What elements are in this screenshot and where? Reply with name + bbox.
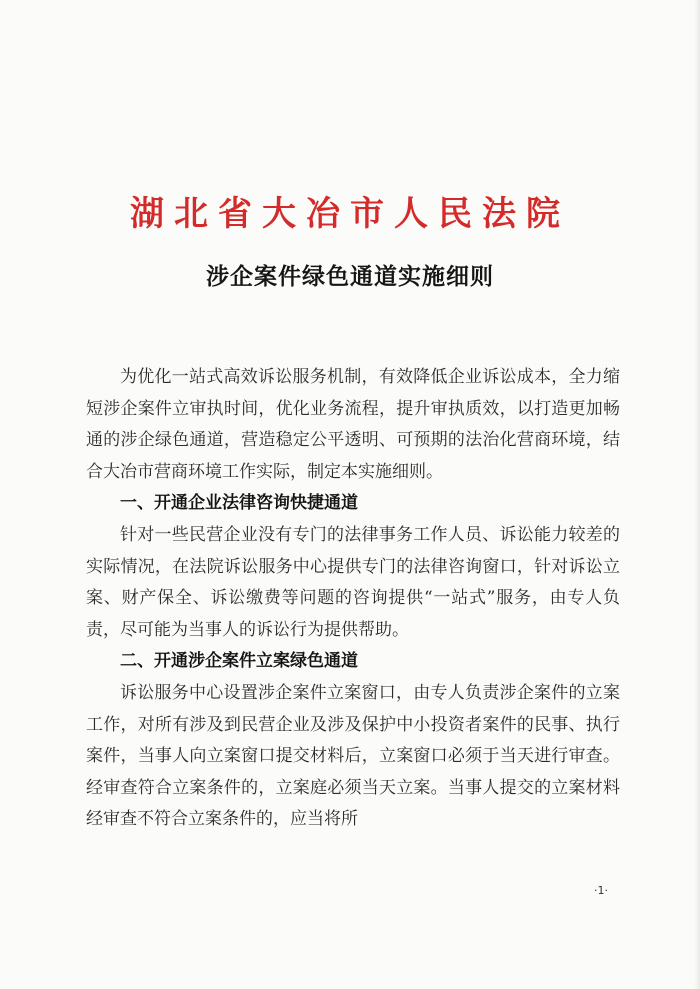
section-paragraph-1: 针对一些民营企业没有专门的法律事务工作人员、诉讼能力较差的实际情况，在法院诉讼服务中心提供专门的法律咨询窗口，针对诉讼立案、财产保全、诉讼缴费等问题的咨询提供“一站式”服务，由专人负责，尽可能为当事人的诉讼行为提供帮助。 <box>86 524 620 640</box>
intro-paragraph: 为优化一站式高效诉讼服务机制，有效降低企业诉讼成本，全力缩短涉企案件立审执时间，优化业务流程，提升审执质效，以打造更加畅通的涉企绿色通道，营造稳定公平透明、可预期的法治化营商环境，结合大冶市营商环境工作实际，制定本实施细则。 <box>86 367 620 482</box>
document-body <box>86 362 620 836</box>
section-heading-1: 一、开通企业法律咨询快捷通道 <box>120 493 358 514</box>
scan-edge-shadow <box>694 0 700 989</box>
page-number: ·1· <box>594 884 608 897</box>
section-heading-2: 二、开通涉企案件立案绿色通道 <box>120 651 358 672</box>
section-paragraph-2: 诉讼服务中心设置涉企案件立案窗口，由专人负责涉企案件的立案工作，对所有涉及到民营企业及涉及保护中小投资者案件的民事、执行案件，当事人向立案窗口提交材料后，立案窗口必须于当天进行审查。经审查符合立案条件的，立案庭必须当天立案。当事人提交的立案材料经审查不符合立案条件的，应当将所 <box>86 682 620 830</box>
document-title: 涉企案件绿色通道实施细则 <box>206 264 494 290</box>
court-letterhead: 湖北省大冶市人民法院 <box>130 194 570 234</box>
